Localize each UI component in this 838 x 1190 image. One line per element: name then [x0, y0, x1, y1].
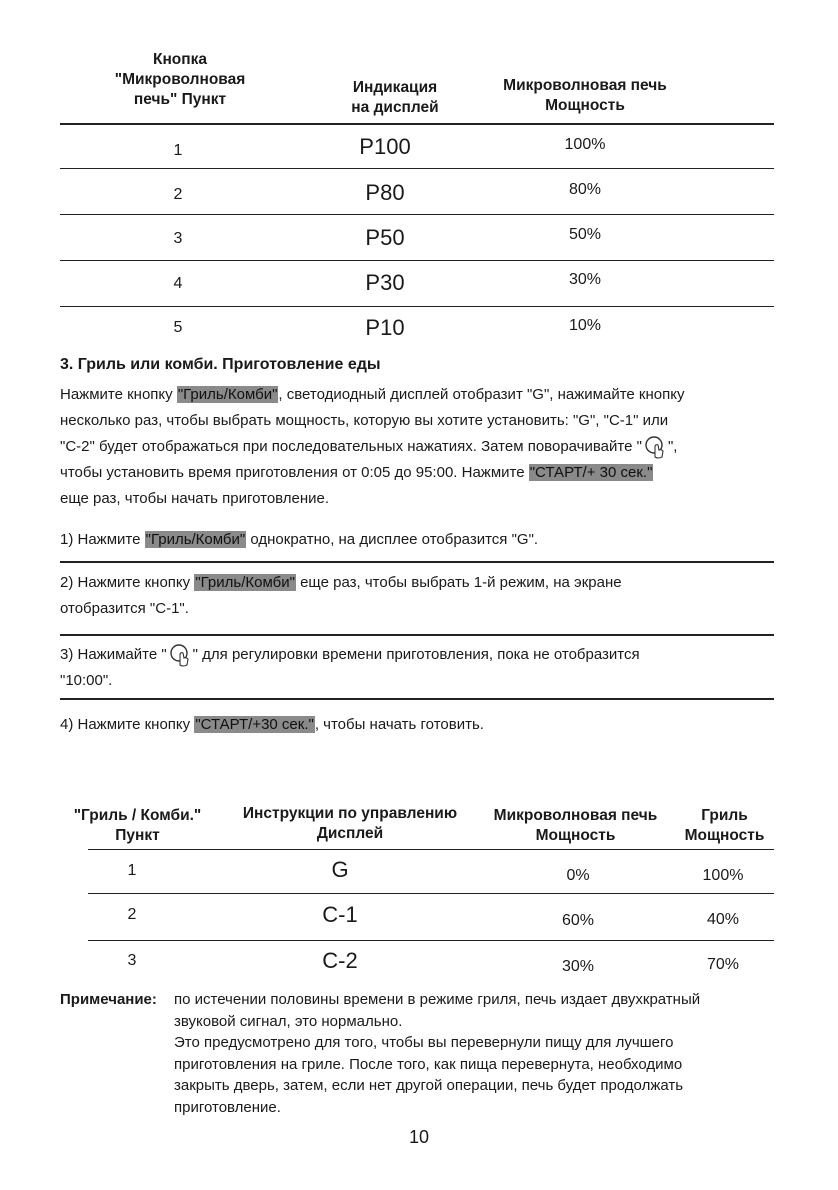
- table-row-power: 50%: [568, 226, 602, 243]
- step-divider: [60, 698, 774, 700]
- table-row-mw-power: 0%: [566, 867, 590, 884]
- grill-combi-button-ref: "Гриль/Комби": [145, 531, 246, 548]
- table-row-grill-power: 70%: [706, 956, 740, 973]
- table-row-display: C-1: [322, 902, 358, 927]
- start-30s-button-ref: "СТАРТ/+ 30 сек.": [529, 464, 653, 482]
- table-row: 5: [173, 319, 183, 336]
- table-row-power: 10%: [568, 317, 602, 334]
- table1-header-display: Индикация на дисплей: [351, 79, 439, 116]
- table-row-power: 100%: [564, 136, 606, 153]
- table-row-grill-power: 100%: [702, 867, 744, 884]
- page-number: 10: [408, 1127, 430, 1147]
- table-row: 3: [173, 230, 183, 247]
- table-row: 1: [173, 142, 183, 159]
- step-3: 3) Нажимайте " " для регулировки времени приготовления, пока не отобразится "10:00".: [60, 642, 640, 694]
- grill-combi-button-ref: "Гриль/Комби": [177, 386, 278, 403]
- table-row-display: P50: [365, 225, 405, 250]
- grill-combi-button-ref: "Гриль/Комби": [195, 574, 295, 591]
- row-divider: [60, 260, 774, 261]
- dial-knob-hand-icon: [642, 434, 668, 460]
- table-row-display: C-2: [322, 948, 358, 973]
- table-row: 1: [127, 862, 137, 879]
- note-text: по истечении половины времени в режиме гриля, печь издает двухкратный звуковой сигнал, это нормально. Это предусмотрено для того, чтобы вы перевернули пищу для лучшего приготовления на гриле. После того, как пища перевернута, необходимо закрыть дверь, затем, если нет другой операции, печь будет продолжать приготовление.: [174, 991, 701, 1116]
- table-row-power: 30%: [568, 271, 602, 288]
- table2-header-item: "Гриль / Комби." Пункт: [73, 807, 202, 844]
- row-divider: [60, 306, 774, 307]
- table-row: 4: [173, 275, 183, 292]
- table-row: 2: [173, 186, 183, 203]
- row-divider: [60, 168, 774, 169]
- step-divider: [60, 561, 774, 563]
- table-row-mw-power: 60%: [561, 912, 595, 929]
- table1-header-power: Микроволновая печь Мощность: [503, 77, 667, 114]
- table1-header-rule: [60, 123, 774, 125]
- row-divider: [88, 940, 774, 941]
- table-row-display: P80: [365, 180, 405, 205]
- row-divider: [88, 893, 774, 894]
- table-row-display: P30: [365, 270, 405, 295]
- section-paragraph: Нажмите кнопку "Гриль/Комби", светодиодный дисплей отобразит "G", нажимайте кнопку несколько раз, чтобы выбрать мощность, которую вы хотите установить: "G", "C-1" или "C-2" будет отображаться при последовательных нажатиях. Затем поворачивайте " ", чтобы установить время приготовления от 0:05 до 95:00. Нажмите "СТАРТ/+ 30 сек." еще раз, чтобы начать приготовление.: [60, 386, 685, 508]
- row-divider: [60, 214, 774, 215]
- step-1: 1) Нажмите "Гриль/Комби" однократно, на дисплее отобразится "G".: [60, 531, 539, 548]
- table-row: 3: [127, 952, 137, 969]
- start-30s-button-ref: "СТАРТ/+30 сек.": [195, 716, 314, 733]
- note-label: Примечание:: [60, 991, 157, 1008]
- table-row-display: P100: [359, 134, 411, 159]
- table2-header-display: Инструкции по управлению Дисплей: [242, 805, 458, 842]
- table-row-display: P10: [365, 315, 405, 340]
- table2-header-grill-power: Гриль Мощность: [684, 807, 765, 844]
- step-2: 2) Нажмите кнопку "Гриль/Комби" еще раз, чтобы выбрать 1-й режим, на экране отобразится "C-1".: [60, 574, 622, 617]
- table-row-mw-power: 30%: [561, 958, 595, 975]
- table-row-display: G: [331, 857, 349, 882]
- table2-header-rule: [88, 849, 774, 850]
- table-row-grill-power: 40%: [706, 911, 740, 928]
- step-4: 4) Нажмите кнопку "СТАРТ/+30 сек.", чтобы начать готовить.: [60, 716, 484, 733]
- section-title: 3. Гриль или комби. Приготовление еды: [60, 356, 381, 373]
- table-row-power: 80%: [568, 181, 602, 198]
- table1-header-item: Кнопка "Микроволновая печь" Пункт: [114, 51, 246, 108]
- step-divider: [60, 634, 774, 636]
- table2-header-mw-power: Микроволновая печь Мощность: [493, 807, 658, 844]
- table-row: 2: [127, 906, 137, 923]
- dial-knob-hand-icon: [167, 642, 193, 668]
